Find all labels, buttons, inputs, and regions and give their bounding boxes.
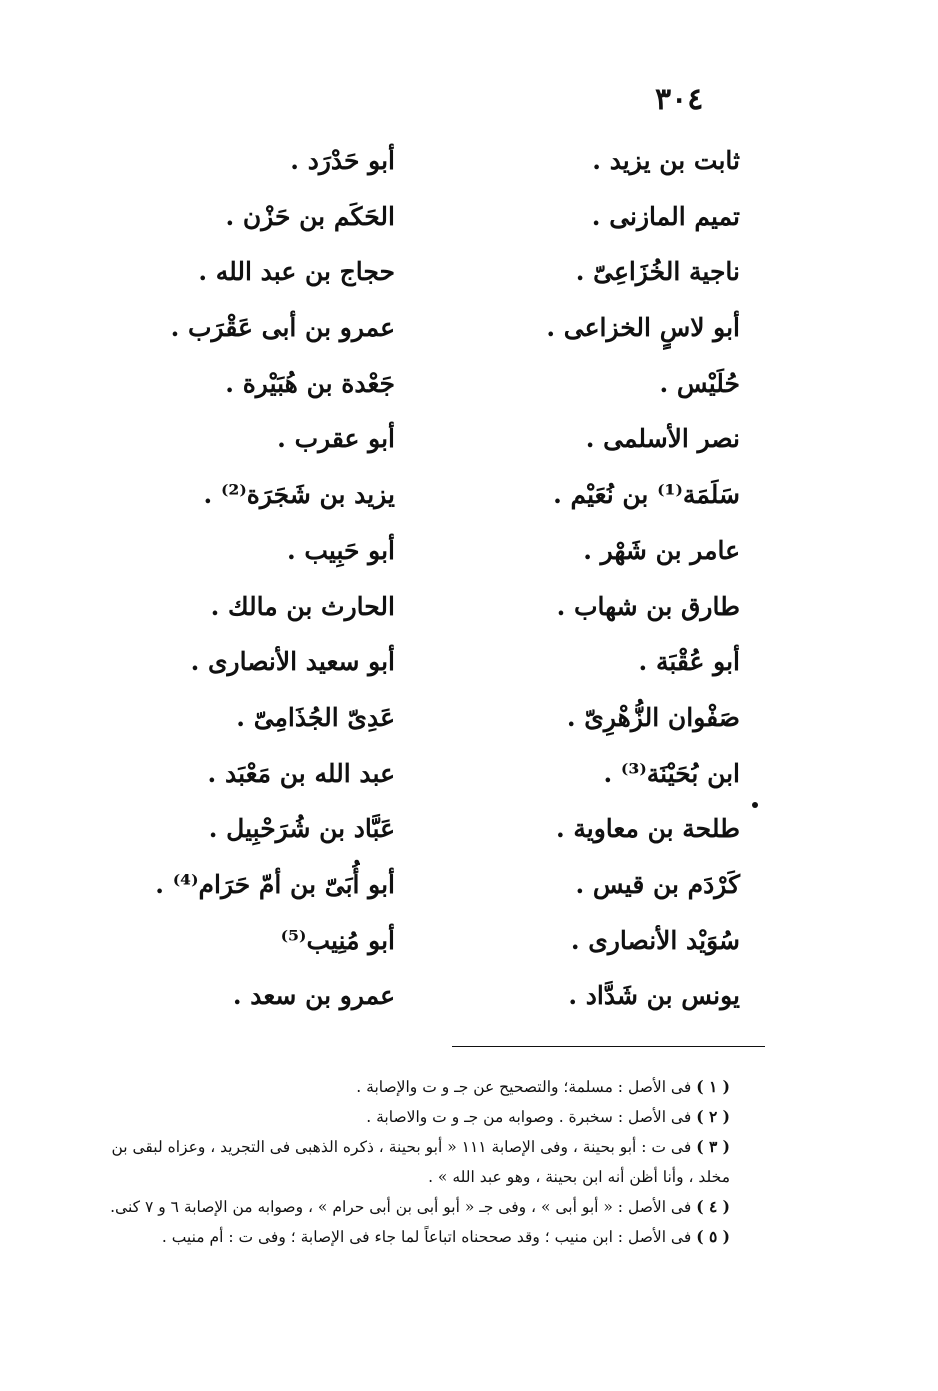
name-left: أبو حَدْرَد . (290, 146, 395, 175)
table-row (150, 975, 740, 1031)
name-right: ناجية الخُزَاعِىّ . (575, 257, 740, 287)
table-row (150, 586, 740, 642)
name-left: الحَكَم بن حَزْن . (225, 201, 395, 231)
table-row (150, 307, 740, 363)
footnote-number: ( ٢ ) (696, 1107, 730, 1126)
footnote-divider (452, 1046, 765, 1047)
footnote-number: ( ١ ) (696, 1077, 730, 1096)
name-right: تميم المازنى . (591, 201, 740, 231)
name-left: عبد الله بن مَعْبَد . (207, 758, 395, 788)
name-right: طلحة بن معاوية . (555, 814, 740, 844)
name-right: صَفْوان الزُّهْرِىّ . (566, 702, 740, 732)
margin-dot-mark (752, 802, 758, 808)
name-right: أبو لاسٍ الخزاعى . (546, 313, 740, 343)
table-row (150, 530, 740, 586)
name-right: نصر الأسلمى . (585, 424, 740, 454)
name-left: عَدِىّ الجُذَامِىّ . (236, 702, 395, 732)
name-right: ابن بُحَيْنَة⁽³⁾ . (603, 758, 740, 788)
name-left: أبو مُنِيب⁽⁵⁾ (280, 925, 395, 955)
table-row (150, 196, 740, 252)
name-right: أبو عُقْبَة . (638, 647, 740, 677)
name-left: أبو حَبِيب . (286, 535, 395, 565)
name-left: أبو أُبَىّ بن أمّ حَرَام⁽⁴⁾ . (155, 869, 395, 899)
table-row (150, 251, 740, 307)
table-row (150, 418, 740, 474)
name-left: يزيد بن شَجَرَة⁽²⁾ . (203, 480, 395, 510)
footnote-item (90, 1072, 730, 1102)
name-left: حجاج بن عبد الله . (198, 257, 395, 287)
name-right: سُوَيْد الأنصارى . (570, 925, 740, 955)
name-left: جَعْدة بن هُبَيْرة . (225, 368, 395, 398)
footnote-text: فى الأصل : مسلمة؛ والتصحيح عن جـ و ت والإصابة . (356, 1078, 692, 1096)
table-row (150, 753, 740, 809)
table-row (150, 697, 740, 753)
footnote-item (90, 1132, 730, 1192)
footnote-number: ( ٥ ) (696, 1227, 730, 1246)
name-right: يونس بن شَدَّاد . (568, 981, 740, 1011)
footnote-item (90, 1222, 730, 1252)
footnote-number: ( ٤ ) (696, 1197, 730, 1216)
name-right: ثابت بن يزيد . (592, 146, 740, 175)
name-right: عامر بن شَهْر . (583, 535, 740, 565)
table-row (150, 641, 740, 697)
footnote-text: فى ت : أبو بحينة ، وفى الإصابة ١١١ « أبو بحينة ، ذكره الذهبى فى التجريد ، وعزاه لبقى بن مخلد ، وأنا أظن أنه ابن بحينة ، وهو عبد الله » . (111, 1138, 730, 1186)
name-left: أبو سعيد الأنصارى . (190, 647, 395, 677)
table-row (150, 920, 740, 976)
table-row (150, 808, 740, 864)
footnote-text: فى الأصل : « أبو أبى » ، وفى جـ « أبو أبى بن أبى حرام » ، وصوابه من الإصابة ٦ و ٧ كنى. (110, 1198, 692, 1216)
footnote-number: ( ٣ ) (696, 1137, 730, 1156)
page-number: ٣٠٤ (655, 82, 704, 117)
name-right: طارق بن شهاب . (556, 591, 740, 621)
footnote-text: فى الأصل : سخبرة . وصوابه من جـ و ت والاصابة . (366, 1108, 692, 1126)
name-right: كَرْدَم بن قيس . (575, 869, 740, 899)
name-left: عمرو بن أبى عَقْرَب . (170, 313, 395, 343)
table-row (150, 864, 740, 920)
name-right: سَلَمَة⁽¹⁾ بن نُعَيْم . (553, 480, 740, 510)
names-table (150, 140, 740, 1031)
table-row (150, 140, 740, 196)
name-left: أبو عقرب . (277, 424, 395, 454)
table-row (150, 474, 740, 530)
footnote-text: فى الأصل : ابن منيب ؛ وقد صححناه اتباعاً لما جاء فى الإصابة ؛ وفى ت : أم منيب . (161, 1228, 692, 1246)
name-right: حُلَيْس . (659, 368, 740, 398)
name-left: عَبَّاد بن شُرَحْبِيل . (208, 814, 395, 844)
footnote-item (90, 1102, 730, 1132)
name-left: عمرو بن سعد . (232, 981, 395, 1011)
footnote-item (90, 1192, 730, 1222)
footnotes (90, 1072, 730, 1252)
table-row (150, 363, 740, 419)
name-left: الحارث بن مالك . (210, 591, 395, 621)
